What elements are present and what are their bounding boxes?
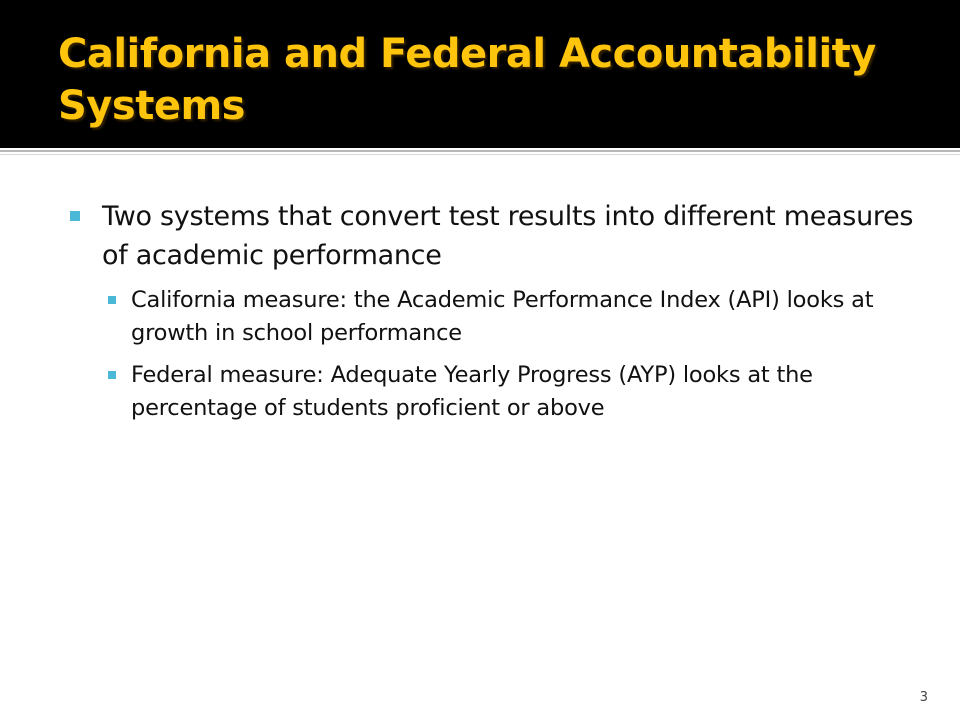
square-bullet-icon [70,211,80,221]
slide-content [70,197,930,425]
sub-bullet-text: Federal measure: Adequate Yearly Progress (AYP) looks at the percentage of students proficient or above [131,362,813,421]
title-divider [0,150,960,152]
sub-bullet-item [70,359,930,425]
page-number: 3 [919,690,928,705]
bullet-text: Two systems that convert test results into different measures of academic performance [102,201,914,271]
sub-bullet-text: California measure: the Academic Performance Index (API) looks at growth in school performance [131,287,874,346]
square-bullet-icon [108,296,116,304]
sub-bullet-item [70,284,930,350]
bullet-item [70,197,930,275]
square-bullet-icon [108,371,116,379]
title-divider-thin [0,154,960,155]
title-bar [0,0,960,148]
slide-title: California and Federal Accountability Systems [58,31,876,129]
